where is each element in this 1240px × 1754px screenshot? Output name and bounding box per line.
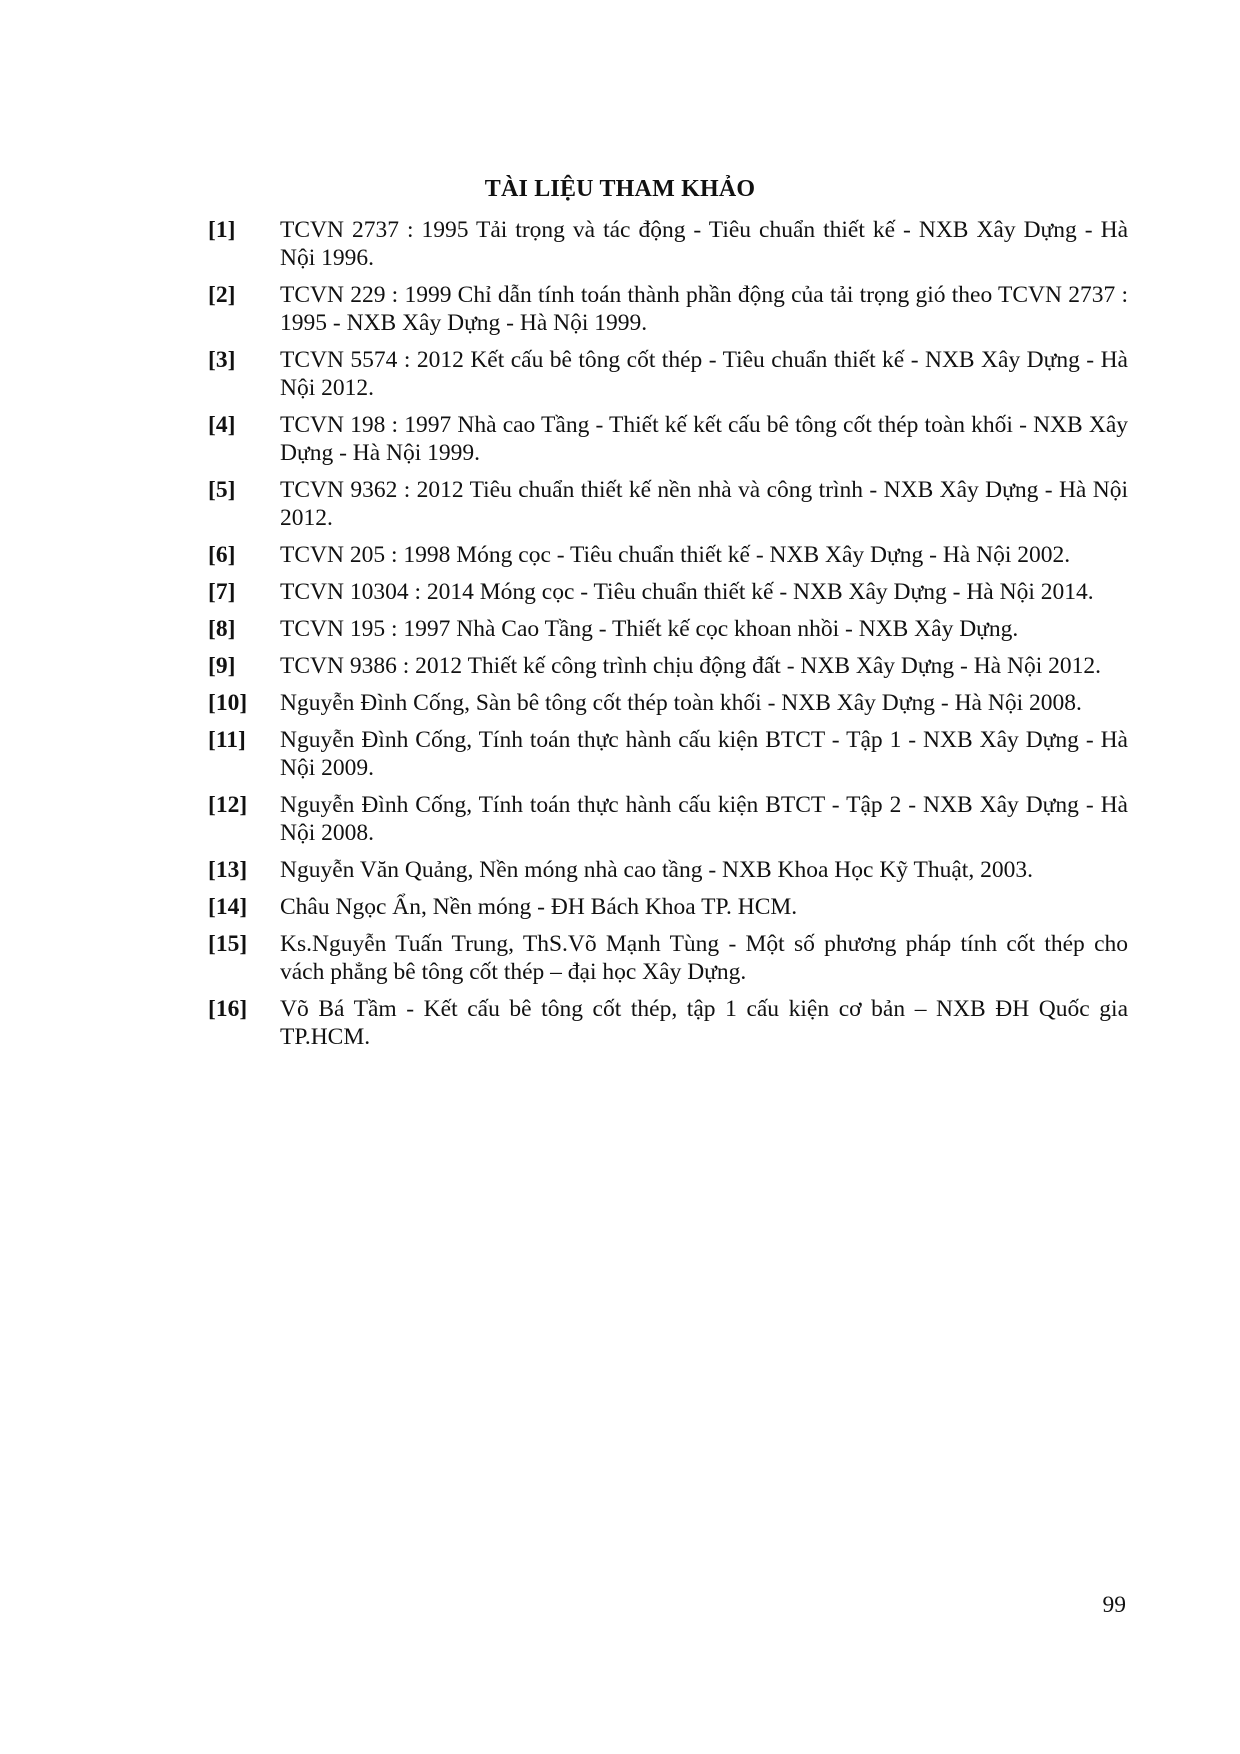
reference-text: TCVN 198 : 1997 Nhà cao Tầng - Thiết kế kết cấu bê tông cốt thép toàn khối - NXB Xây Dựng - Hà Nội 1999. <box>280 412 1128 466</box>
reference-text: TCVN 205 : 1998 Móng cọc - Tiêu chuẩn thiết kế - NXB Xây Dựng - Hà Nội 2002. <box>280 542 1071 568</box>
reference-number: [7] <box>208 579 236 605</box>
reference-number: [9] <box>208 653 236 679</box>
reference-text: TCVN 9386 : 2012 Thiết kế công trình chịu động đất - NXB Xây Dựng - Hà Nội 2012. <box>280 653 1101 679</box>
reference-item <box>208 995 1128 1051</box>
reference-item <box>208 411 1128 467</box>
reference-number: [12] <box>208 792 248 818</box>
reference-text: Nguyễn Đình Cống, Sàn bê tông cốt thép toàn khối - NXB Xây Dựng - Hà Nội 2008. <box>280 690 1082 716</box>
reference-item <box>208 652 1128 680</box>
reference-text: TCVN 195 : 1997 Nhà Cao Tầng - Thiết kế cọc khoan nhồi - NXB Xây Dựng. <box>280 616 1019 642</box>
reference-text: Châu Ngọc Ẩn, Nền móng - ĐH Bách Khoa TP. HCM. <box>280 894 798 920</box>
reference-number: [14] <box>208 894 248 920</box>
reference-item <box>208 578 1128 606</box>
reference-number: [4] <box>208 412 236 438</box>
page-title: TÀI LIỆU THAM KHẢO <box>484 176 756 202</box>
reference-number: [8] <box>208 616 236 642</box>
reference-text: TCVN 229 : 1999 Chỉ dẫn tính toán thành phần động của tải trọng gió theo TCVN 2737 : 1995 - NXB Xây Dựng - Hà Nội 1999. <box>280 282 1128 336</box>
reference-item <box>208 281 1128 337</box>
reference-number: [2] <box>208 282 236 308</box>
reference-number: [15] <box>208 931 248 957</box>
reference-item <box>208 893 1128 921</box>
page-number: 99 <box>1102 1592 1126 1618</box>
reference-item <box>208 726 1128 782</box>
reference-text: Nguyễn Văn Quảng, Nền móng nhà cao tầng - NXB Khoa Học Kỹ Thuật, 2003. <box>280 857 1033 883</box>
reference-item <box>208 541 1128 569</box>
reference-number: [1] <box>208 217 236 243</box>
reference-text: Võ Bá Tầm - Kết cấu bê tông cốt thép, tập 1 cấu kiện cơ bản – NXB ĐH Quốc gia TP.HCM. <box>280 996 1128 1050</box>
reference-item <box>208 476 1128 532</box>
reference-number: [10] <box>208 690 248 716</box>
reference-number: [6] <box>208 542 236 568</box>
reference-list <box>208 216 1128 1060</box>
reference-text: TCVN 10304 : 2014 Móng cọc - Tiêu chuẩn thiết kế - NXB Xây Dựng - Hà Nội 2014. <box>280 579 1094 605</box>
reference-item <box>208 615 1128 643</box>
reference-number: [11] <box>208 727 246 753</box>
reference-item <box>208 791 1128 847</box>
reference-text: TCVN 2737 : 1995 Tải trọng và tác động - Tiêu chuẩn thiết kế - NXB Xây Dựng - Hà Nội 1996. <box>280 217 1128 271</box>
reference-item <box>208 216 1128 272</box>
reference-text: TCVN 9362 : 2012 Tiêu chuẩn thiết kế nền nhà và công trình - NXB Xây Dựng - Hà Nội 2012. <box>280 477 1128 531</box>
reference-text: TCVN 5574 : 2012 Kết cấu bê tông cốt thép - Tiêu chuẩn thiết kế - NXB Xây Dựng - Hà Nội 2012. <box>280 347 1128 401</box>
reference-item <box>208 346 1128 402</box>
reference-item <box>208 856 1128 884</box>
reference-number: [5] <box>208 477 236 503</box>
reference-text: Nguyễn Đình Cống, Tính toán thực hành cấu kiện BTCT - Tập 1 - NXB Xây Dựng - Hà Nội 2009. <box>280 727 1128 781</box>
reference-number: [16] <box>208 996 248 1022</box>
reference-number: [3] <box>208 347 236 373</box>
reference-number: [13] <box>208 857 248 883</box>
reference-item <box>208 930 1128 986</box>
reference-text: Nguyễn Đình Cống, Tính toán thực hành cấu kiện BTCT - Tập 2 - NXB Xây Dựng - Hà Nội 2008. <box>280 792 1128 846</box>
reference-item <box>208 689 1128 717</box>
reference-text: Ks.Nguyễn Tuấn Trung, ThS.Võ Mạnh Tùng - Một số phương pháp tính cốt thép cho vách phẳng bê tông cốt thép – đại học Xây Dựng. <box>280 931 1128 985</box>
